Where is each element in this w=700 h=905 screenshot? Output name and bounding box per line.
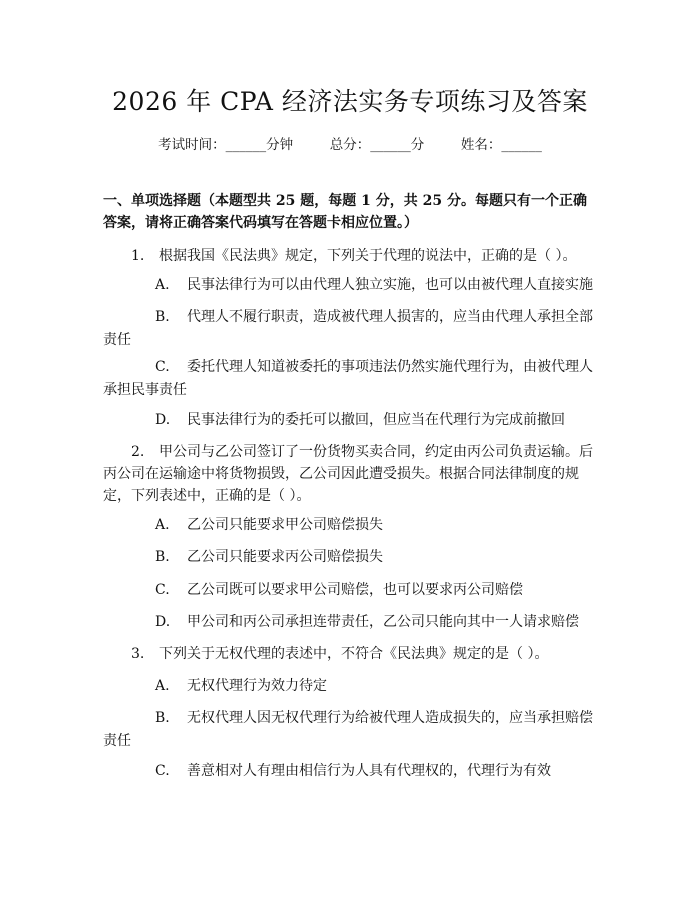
name-label: 姓名： — [460, 137, 502, 153]
section-heading: 一、单项选择题（本题型共 25 题，每题 1 分，共 25 分。每题只有一个正确答案，请将正确答案代码填写在答题卡相应位置。） — [103, 193, 587, 231]
option-letter: A. — [155, 517, 170, 533]
option-text: 善意相对人有理由相信行为人具有代理权的，代理行为有效 — [187, 763, 551, 779]
question-2-option-a — [103, 514, 598, 537]
question-number: 2. — [131, 444, 145, 460]
time-unit: 分钟 — [266, 137, 294, 153]
question-2-option-b — [103, 546, 598, 569]
question-number: 3. — [131, 646, 145, 662]
score-blank: ______ — [370, 137, 411, 153]
option-letter: A. — [155, 678, 170, 694]
option-text: 甲公司和丙公司承担连带责任，乙公司只能向其中一人请求赔偿 — [187, 614, 579, 630]
option-letter: B. — [155, 309, 170, 325]
score-unit: 分 — [410, 137, 425, 153]
name-blank: ______ — [501, 137, 542, 153]
time-label: 考试时间： — [158, 137, 226, 153]
question-2-stem — [103, 441, 598, 507]
option-letter: A. — [155, 277, 170, 293]
question-3-stem — [103, 643, 598, 665]
option-letter: B. — [155, 549, 170, 565]
question-2-option-d — [103, 611, 598, 634]
question-text: 下列关于无权代理的表述中，不符合《民法典》规定的是（ ）。 — [159, 646, 549, 662]
question-text: 根据我国《民法典》规定，下列关于代理的说法中，正确的是（ ）。 — [159, 248, 577, 264]
question-1-stem — [103, 245, 598, 267]
question-3-option-b — [103, 707, 598, 753]
score-label: 总分： — [329, 137, 371, 153]
question-1-option-a — [103, 274, 598, 297]
question-1-option-c — [103, 356, 598, 402]
option-letter: D. — [155, 614, 171, 630]
question-3-option-c — [103, 760, 598, 783]
exam-info-bar — [0, 133, 700, 153]
option-text: 民事法律行为的委托可以撤回，但应当在代理行为完成前撤回 — [187, 412, 565, 428]
option-text: 乙公司既可以要求甲公司赔偿，也可以要求丙公司赔偿 — [187, 582, 523, 598]
option-text: 代理人不履行职责，造成被代理人损害的，应当由代理人承担全部责任 — [103, 309, 593, 348]
option-text: 民事法律行为可以由代理人独立实施，也可以由被代理人直接实施 — [187, 277, 593, 293]
option-letter: C. — [155, 582, 170, 598]
question-text: 甲公司与乙公司签订了一份货物买卖合同，约定由丙公司负责运输。后丙公司在运输途中将货物损毁，乙公司因此遭受损失。根据合同法律制度的规定，下列表述中，正确的是（ ）。 — [103, 444, 593, 504]
option-text: 无权代理行为效力待定 — [187, 678, 327, 694]
option-text: 无权代理人因无权代理行为给被代理人造成损失的，应当承担赔偿责任 — [103, 710, 593, 749]
question-1-option-d — [103, 409, 598, 432]
option-text: 委托代理人知道被委托的事项违法仍然实施代理行为，由被代理人承担民事责任 — [103, 359, 593, 398]
option-text: 乙公司只能要求丙公司赔偿损失 — [187, 549, 383, 565]
option-letter: B. — [155, 710, 170, 726]
question-number: 1. — [131, 248, 145, 264]
option-letter: C. — [155, 763, 170, 779]
option-letter: D. — [155, 412, 171, 428]
time-blank: ______ — [225, 137, 267, 153]
option-letter: C. — [155, 359, 170, 375]
document-title: 2026 年 CPA 经济法实务专项练习及答案 — [112, 87, 588, 116]
question-2-option-c — [103, 579, 598, 602]
option-text: 乙公司只能要求甲公司赔偿损失 — [187, 517, 383, 533]
question-1-option-b — [103, 306, 598, 352]
question-3-option-a — [103, 675, 598, 698]
